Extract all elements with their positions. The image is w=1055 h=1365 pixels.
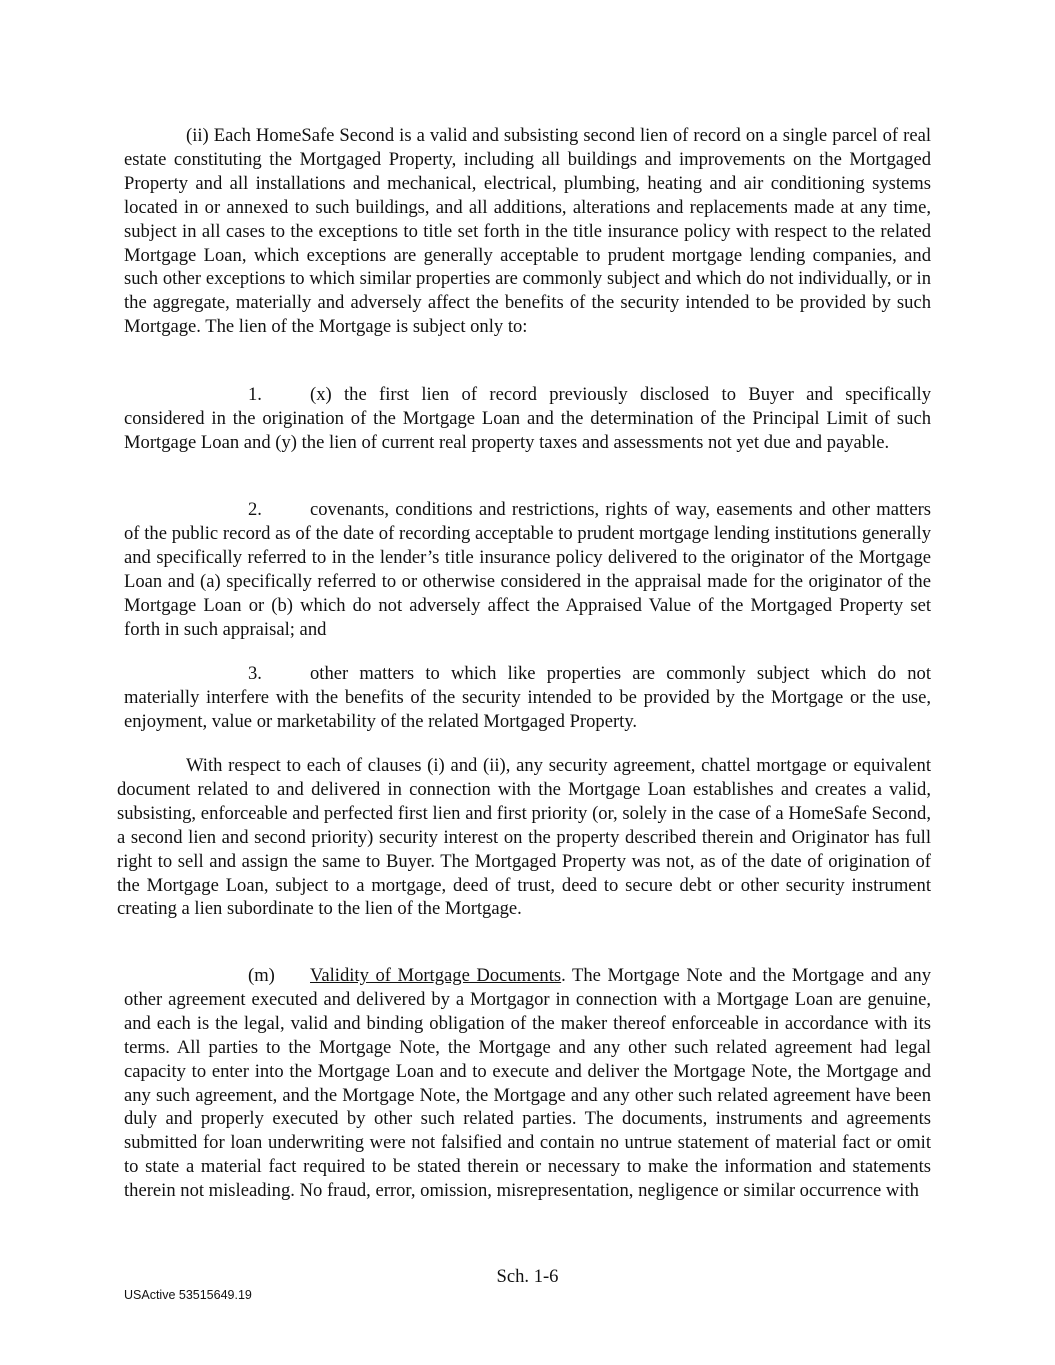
list-item-1 <box>124 383 931 455</box>
list-item-3 <box>124 662 931 734</box>
paragraph-with-respect: With respect to each of clauses (i) and (ii), any security agreement, chattel mortgage or equivalent document related to and delivered in connection with the Mortgage Loan establishes and creates a valid, subsisting, enforceable and perfected first lien and first priority (or, solely in the case of a HomeSafe Second, a second lien and second priority) security interest on the property described therein and Originator has full right to sell and assign the same to Buyer. The Mortgaged Property was not, as of the date of origination of the Mortgage Loan, subject to a mortgage, deed of trust, deed to secure debt or other security instrument creating a lien subordinate to the lien of the Mortgage. <box>117 755 931 920</box>
page-number: Sch. 1-6 <box>496 1266 559 1287</box>
list-item-text: (x) the first lien of record previously disclosed to Buyer and specifically considered in the origination of the Mortgage Loan and the determination of the Principal Limit of such Mortgage Loan and (y) the lien of current real property taxes and assessments not yet due and payable. <box>124 384 931 453</box>
list-item-number: 3. <box>248 663 262 684</box>
list-item-2 <box>124 498 931 641</box>
section-m-text: The Mortgage Note and the Mortgage and any other agreement executed and delivered by a Mortgagor in connection with a Mortgage Loan are genuine, and each is the legal, valid and binding obligation of the maker thereof enforceable in accordance with its terms. All parties to the Mortgage Note, the Mortgage and any other such related agreement had legal capacity to enter into the Mortgage Loan and to execute and deliver the Mortgage Note, the Mortgage and any such agreement, and the Mortgage Note, the Mortgage and any other such related agreement have been duly and properly executed by other such related parties. The documents, instruments and agreements submitted for loan underwriting were not falsified and contain no untrue statement of material fact or omit to state a material fact required to be stated therein or necessary to make the information and statements therein not misleading. No fraud, error, omission, misrepresentation, negligence or similar occurrence with <box>124 965 931 1202</box>
paragraph-ii: (ii) Each HomeSafe Second is a valid and subsisting second lien of record on a single parcel of real estate constituting the Mortgaged Property, including all buildings and improvements on the Mortgaged Property and all installations and mechanical, electrical, plumbing, heating and air conditioning systems located in or annexed to such buildings, and all additions, alterations and replacements made at any time, subject in all cases to the exceptions to title set forth in the title insurance policy with respect to the related Mortgage Loan, which exceptions are generally acceptable to prudent mortgage lending companies, and such other exceptions to which similar properties are commonly subject and which do not individually, or in the aggregate, materially and adversely affect the benefits of the security intended to be provided by such Mortgage. The lien of the Mortgage is subject only to: <box>124 125 931 338</box>
list-item-number: 2. <box>248 499 262 520</box>
section-m-heading: Validity of Mortgage Documents <box>310 965 562 986</box>
section-m-label: (m) <box>248 965 275 986</box>
section-m <box>124 964 931 1203</box>
list-item-text: covenants, conditions and restrictions, rights of way, easements and other matters of the public record as of the date of recording acceptable to prudent mortgage lending institutions generally and specifically referred to in the lender’s title insurance policy delivered to the originator of the Mortgage Loan and (a) specifically referred to or otherwise considered in the appraisal made for the originator of the Mortgage Loan or (b) which do not adversely affect the Appraised Value of the Mortgaged Property set forth in such appraisal; and <box>124 499 931 640</box>
list-item-number: 1. <box>248 384 262 405</box>
section-m-heading-punct: . <box>561 965 566 986</box>
document-id: USActive 53515649.19 <box>124 1288 252 1302</box>
list-item-text: other matters to which like properties are commonly subject which do not materially interfere with the benefits of the security intended to be provided by the Mortgage or the use, enjoyment, value or marketability of the related Mortgaged Property. <box>124 663 931 732</box>
